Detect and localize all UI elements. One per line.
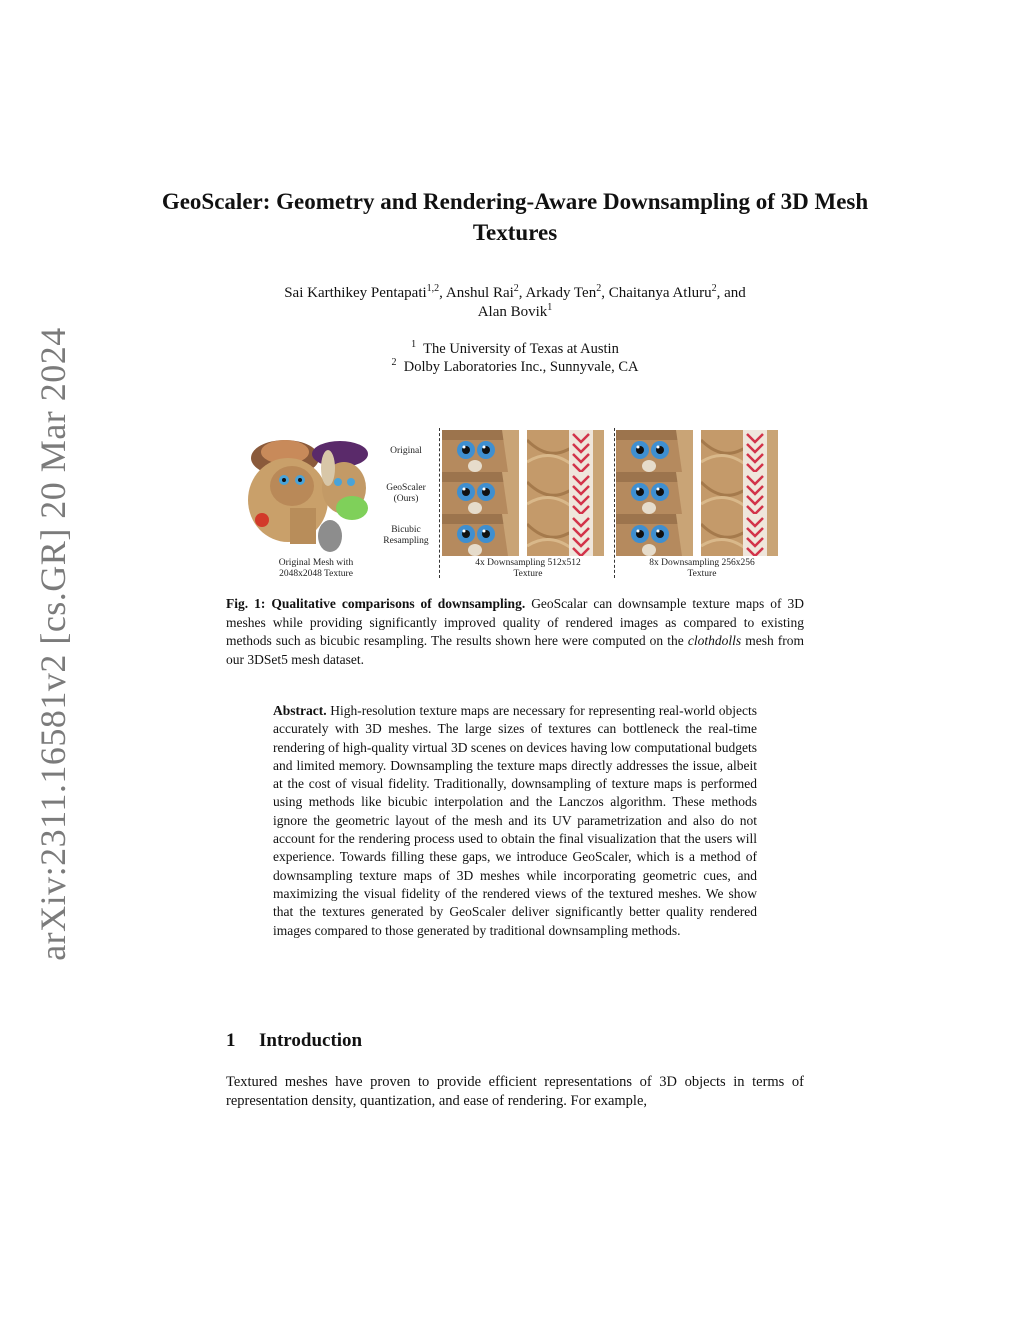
affiliation: $^1$ The University of Texas at Austin [411,339,619,357]
paper-title: GeoScaler: Geometry and Rendering-Aware Downsampling of 3D Mesh Textures [161,189,869,245]
pattern-thumbnail [527,430,604,472]
face-thumbnail [442,430,519,472]
group-label-8x: 8x Downsampling 256x256 Texture [649,558,755,579]
pattern-thumbnail [701,514,778,556]
face-thumbnail [442,472,519,514]
divider [439,428,440,578]
mesh-label: Original Mesh with 2048x2048 Texture [278,558,354,579]
pattern-thumbnail [701,472,778,514]
section-heading: 1 Introduction [226,1030,363,1051]
face-thumbnail [616,514,693,556]
face-thumbnail [616,472,693,514]
group-label-4x: 4x Downsampling 512x512 Texture [475,558,581,579]
face-thumbnail [442,514,519,556]
author: Chaitanya Atluru$^2$ [608,283,717,301]
affiliation: $^2$ Dolby Laboratories Inc., Sunnyvale, CA [391,357,639,375]
pattern-thumbnail [701,430,778,472]
arxiv-stamp: arXiv:2311.16581v2 [cs.GR] 20 Mar 2024 [33,327,73,961]
pattern-thumbnail [527,514,604,556]
author: Alan Bovik$^1$ [477,302,553,320]
row-label-geoscaler: GeoScaler (Ours) [386,483,426,504]
row-label-original: Original [390,446,422,456]
divider [614,428,615,578]
figure-1 [240,428,795,583]
affiliations [305,340,725,376]
face-thumbnail [616,430,693,472]
abstract: Abstract. High-resolution texture maps are necessary for representing real-world objects accurately with 3D meshes. The large sizes of textures can bottleneck the real-time rendering of high-quality virtual 3D scenes on devices having low computational budgets and limited memory. Downsampling the texture maps directly addresses the issue, albeit at the cost of visual fidelity. Traditionally, downsampling of texture maps is performed using methods like bicubic interpolation and the Lanczos algorithm. These methods ignore the geometric layout of the mesh and its UV parametrization and also do not account for the rendering process used to obtain the final visualization that the users will experience. Towards filling these gaps, we introduce GeoScaler, which is a method of downsampling texture maps of 3D meshes while incorporating geometric cues, and maximizing the visual fidelity of the rendered views of the textured meshes. We show that the textures generated by GeoScaler deliver significantly better quality rendered images compared to those generated by traditional downsampling methods. [273,703,757,938]
pattern-thumbnail [527,472,604,514]
figure-caption: Fig. 1: Qualitative comparisons of downsampling. GeoScalar can downsample texture maps of 3D meshes while providing significantly improved quality of rendered images as compared to existing methods such as bicubic resampling. The results shown here were computed on the clothdolls mesh from our 3DSet5 mesh dataset. [226,596,805,667]
author-list: Sai Karthikey Pentapati$^{1,2}$, Anshul Rai$^2$, Arkady Ten$^2$, Chaitanya Atluru$^2$, and Alan Bovik$^1$ [284,283,746,320]
row-label-bicubic: Bicubic Resampling [383,525,429,546]
mesh-image [240,428,380,558]
intro-paragraph: Textured meshes have proven to provide efficient representations of 3D objects in terms of representation density, quantization, and ease of rendering. For example, [226,1074,804,1109]
author: Arkady Ten$^2$ [525,283,602,301]
author: Sai Karthikey Pentapati$^{1,2}$ [284,283,440,301]
author: Anshul Rai$^2$ [445,283,519,301]
